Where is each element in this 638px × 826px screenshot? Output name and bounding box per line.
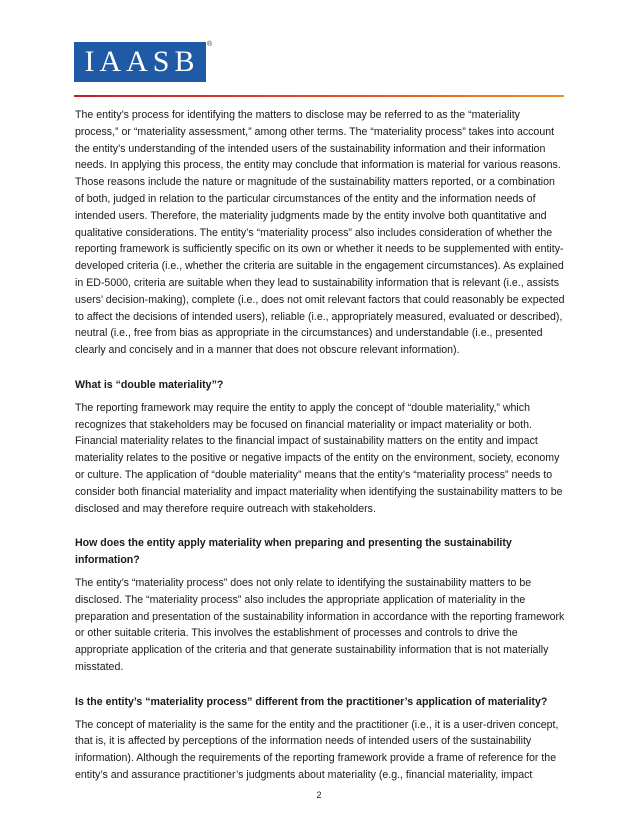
paragraph-materiality-process: The entity’s process for identifying the matters to disclose may be referred to as the “materiality process,” or “materiality assessment,” among other terms. The “materiality process” takes into account the entity’s understanding of the intended users of the sustainability information and their information needs. In applying this process, the entity may conclude that information is material for various reasons. Those reasons include the nature or magnitude of the sustainability matters reported, or a combination of both, judged in relation to the particular circumstances of the entity and the information needs of intended users. Therefore, the materiality judgments made by the entity involve both quantitative and qualitative considerations. The entity’s “materiality process” also includes consideration of whether the reporting framework is sufficiently specific on its own or whether it needs to be supplemented with entity-developed criteria (i.e., whether the criteria are suitable in the engagement circumstances). As explained in ED-5000, criteria are suitable when they lead to sustainability information that is relevant (i.e., assists users’ decision-making), complete (i.e., does not omit relevant factors that could reasonably be expected to affect the decisions of intended users), reliable (i.e., appropriately measured, evaluated or described), neutral (i.e., free from bias as appropriate in the circumstances) and understandable (i.e., presented clearly and concisely and in a manner that does not obscure relevant information). — [75, 109, 565, 357]
heading-process-vs-practitioner: Is the entity’s “materiality process” different from the practitioner’s application of materiality? — [75, 695, 548, 708]
paragraph-double-materiality: The reporting framework may require the entity to apply the concept of “double materiality,” which recognizes that stakeholders may be focused on financial materiality or impact materiality or both. Financial materiality relates to the financial impact of sustainability matters on the entity and impact materiality relates to the positive or negative impacts of the entity on the environment, society, economy or culture. The application of “double materiality” means that the entity’s “materiality process” needs to consider both financial materiality and impact materiality when identifying the sustainability matters to be disclosed and may therefore require outreach with stakeholders. — [75, 401, 563, 515]
heading-double-materiality: What is “double materiality”? — [75, 378, 224, 391]
document-body — [75, 107, 565, 784]
paragraph-apply-materiality: The entity’s “materiality process” does not only relate to identifying the sustainability matters to be disclosed. The “materiality process” also includes the appropriate application of materiality in the preparation and presentation of the sustainability information in accordance with the reporting framework or other suitable criteria. This involves the establishment of processes and controls to drive the appropriate application of the criteria and that generate sustainability information that is not materially misstated. — [75, 576, 565, 673]
registered-mark: ® — [207, 41, 213, 48]
header-rule — [74, 95, 564, 97]
paragraph-process-vs-practitioner: The concept of materiality is the same for the entity and the practitioner (i.e., it is a user-driven concept, that is, it is affected by perceptions of the information needs of intended users of the sustainability information). Although the requirements of the reporting framework provide a frame of reference for the entity’s and assurance practitioner’s judgments about materiality (e.g., financial materiality, impact — [75, 718, 559, 781]
heading-apply-materiality: How does the entity apply materiality when preparing and presenting the sustainability information? — [75, 537, 512, 567]
page-number: 2 — [316, 790, 322, 800]
logo-text: IAASB — [84, 45, 200, 78]
iaasb-logo — [74, 42, 206, 82]
